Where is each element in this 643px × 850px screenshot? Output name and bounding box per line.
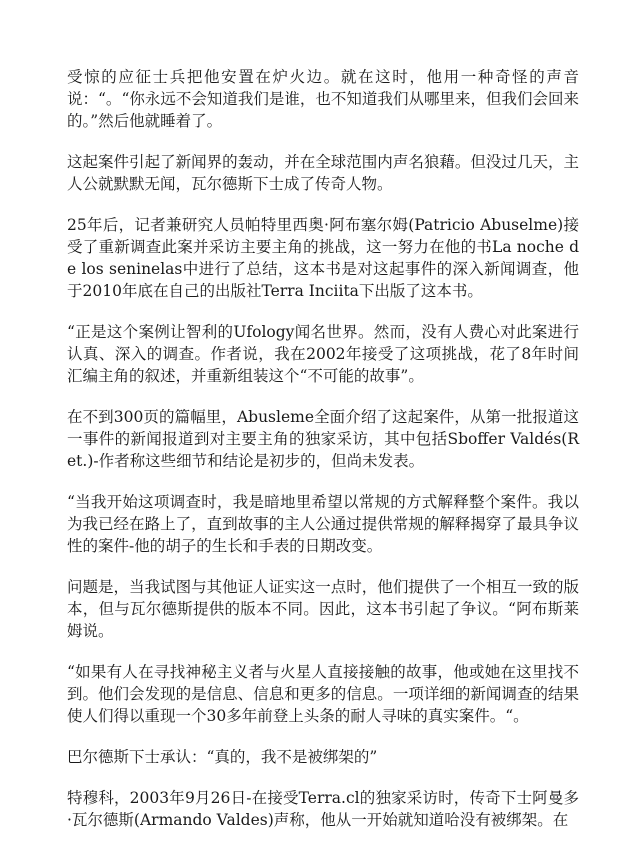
paragraph-5: 在不到300页的篇幅里，Abusleme全面介绍了这起案件，从第一批报道这一事件的新闻报道到对主要主角的独家采访，其中包括Sboffer Valdés(Ret.)-作者称这些细节和结论是初步的，但尚未发表。 [67,408,579,470]
paragraph-7: 问题是，当我试图与其他证人证实这一点时，他们提供了一个相互一致的版本，但与瓦尔德斯提供的版本不同。因此，这本书引起了争议。“阿布斯莱姆说。 [67,578,579,640]
paragraph-4: “正是这个案例让智利的Ufology闻名世界。然而，没有人费心对此案进行认真、深入的调查。作者说，我在2002年接受了这项挑战，花了8年时间汇编主角的叙述，并重新组装这个“不可能的故事”。 [67,323,579,385]
paragraph-9: 巴尔德斯下士承认：“真的，我不是被绑架的” [67,748,378,766]
paragraph-1: 受惊的应征士兵把他安置在炉火边。就在这时，他用一种奇怪的声音说：“。“你永远不会知道我们是谁，也不知道我们从哪里来，但我们会回来的。”然后他就睡着了。 [67,68,579,130]
paragraph-3: 25年后，记者兼研究人员帕特里西奥·阿布塞尔姆(Patricio Abuselme)接受了重新调查此案并采访主要主角的挑战，这一努力在他的书La noche de los seninelas中进行了总结，这本书是对这起事件的深入新闻调查，他于2010年底在自己的出版社Terra Inciita下出版了这本书。 [67,216,579,300]
document-page [67,66,579,850]
paragraph-10: 特穆科，2003年9月26日-在接受Terra.cl的独家采访时，传奇下士阿曼多·瓦尔德斯(Armando Valdes)声称，他从一开始就知道哈没有被绑架。在 [67,789,579,829]
paragraph-2: 这起案件引起了新闻界的轰动，并在全球范围内声名狼藉。但没过几天，主人公就默默无闻，瓦尔德斯下士成了传奇人物。 [67,153,579,193]
paragraph-6: “当我开始这项调查时，我是暗地里希望以常规的方式解释整个案件。我以为我已经在路上了，直到故事的主人公通过提供常规的解释揭穿了最具争议性的案件-他的胡子的生长和手表的日期改变。 [67,493,579,555]
paragraph-8: “如果有人在寻找神秘主义者与火星人直接接触的故事，他或她在这里找不到。他们会发现的是信息、信息和更多的信息。一项详细的新闻调查的结果使人们得以重现一个30多年前登上头条的耐人寻味的真实案件。“。 [67,663,579,725]
